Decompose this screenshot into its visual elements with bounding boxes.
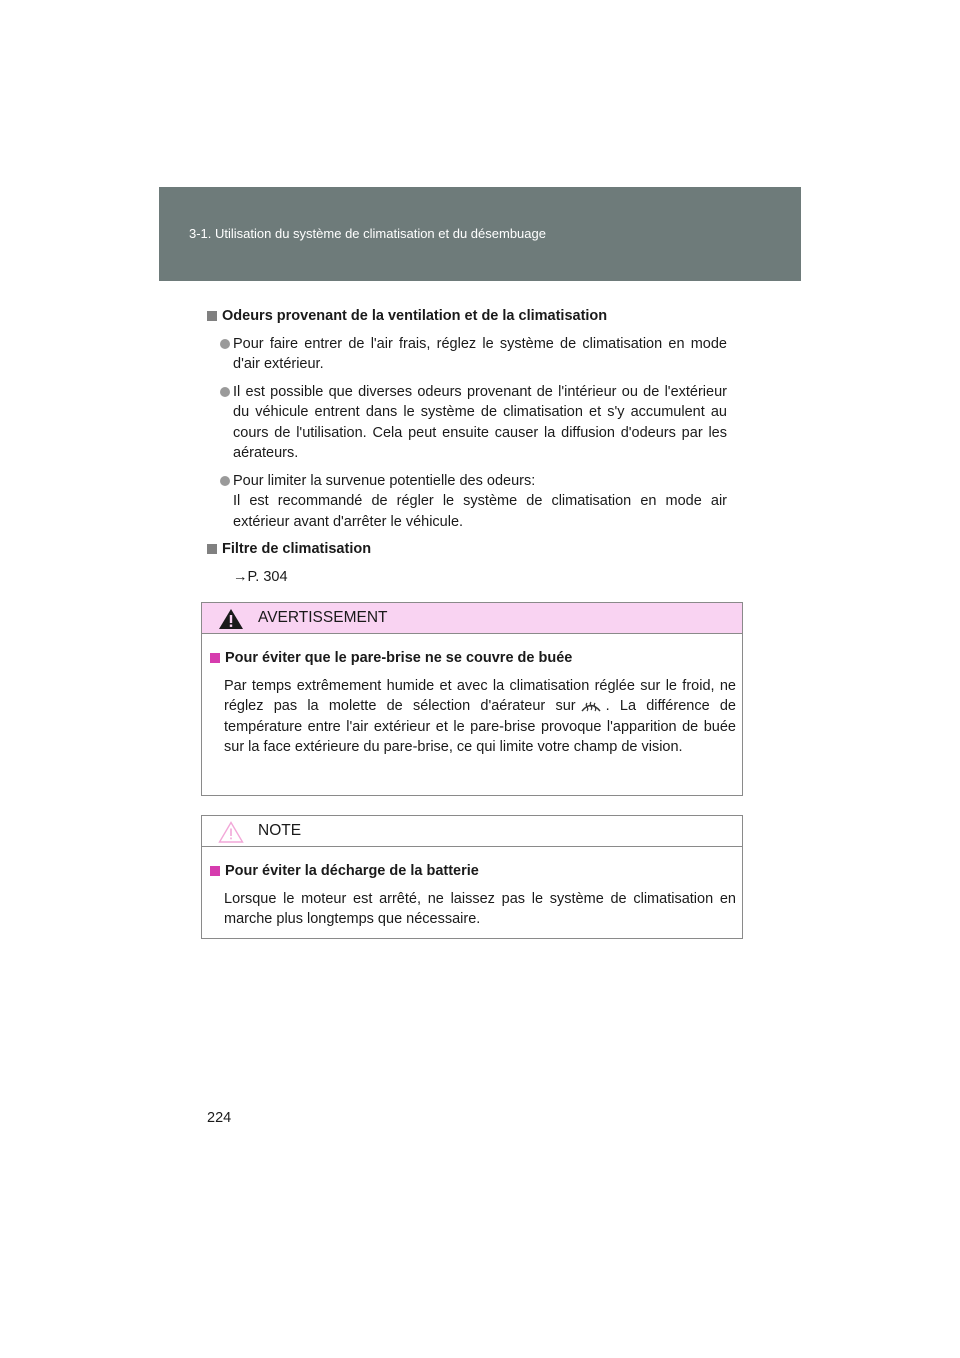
filter-heading-text: Filtre de climatisation [222,541,372,557]
warning-text [210,676,736,758]
square-bullet-icon [207,544,217,554]
bullet-text: Pour limiter la survenue potentielle des odeurs: [233,472,536,489]
warning-box [201,602,743,796]
square-bullet-icon [207,311,217,321]
round-bullet-icon [220,339,230,349]
section-title: 3-1. Utilisation du système de climatisation et du désembuage [189,226,546,241]
round-bullet-icon [220,476,230,486]
warning-title-text: Pour éviter que le pare-brise ne se couvre de buée [225,650,573,666]
note-header [202,816,742,847]
note-box [201,815,743,939]
square-bullet-icon [210,653,220,663]
note-title [210,861,736,882]
list-item [207,471,727,533]
square-bullet-icon [210,866,220,876]
list-item [207,382,727,464]
note-body [202,847,742,930]
filter-heading [207,539,727,560]
warning-label: AVERTISSEMENT [258,609,388,626]
note-label: NOTE [258,822,302,839]
warning-body [202,634,742,758]
odors-heading-text: Odeurs provenant de la ventilation et de la climatisation [222,308,608,324]
list-item [207,334,727,375]
windshield-defroster-icon [580,698,602,714]
section-header [159,187,801,281]
warning-title [210,648,736,669]
warning-text-part2: . La différence de température entre l'air extérieur et le pare-brise provoque l'apparition de buée sur la face extérieure du pare-brise, ce qui limite votre champ de vision. [224,698,736,755]
round-bullet-icon [220,387,230,397]
warning-header [202,603,742,634]
bullet-text: Pour faire entrer de l'air frais, réglez le système de climatisation en mode d'air extérieur. [233,335,727,372]
note-text: Lorsque le moteur est arrêté, ne laissez pas le système de climatisation en marche plus longtemps que nécessaire. [224,890,736,927]
main-content [207,306,727,587]
warning-triangle-icon [218,608,244,630]
page-number: 224 [207,1110,232,1126]
bullet-text: Il est possible que diverses odeurs provenant de l'intérieur ou de l'extérieur du véhicule entrent dans le système de climatisation et s'y accumulent au cours de l'utilisation. Cela peut ensuite causer la diffusion d'odeurs par les aérateurs. [233,383,727,461]
bullet-text: Il est recommandé de régler le système de climatisation en mode air extérieur avant d'arrêter le véhicule. [233,493,727,530]
note-title-text: Pour éviter la décharge de la batterie [225,863,479,879]
caution-triangle-icon [218,821,244,843]
odors-heading [207,306,727,327]
warning-text-part1: Par temps extrêmement humide et avec la climatisation réglée sur le froid, ne réglez pas la molette de sélection d'aérateur sur [224,677,736,714]
page-reference[interactable]: →P. 304 [233,568,288,585]
